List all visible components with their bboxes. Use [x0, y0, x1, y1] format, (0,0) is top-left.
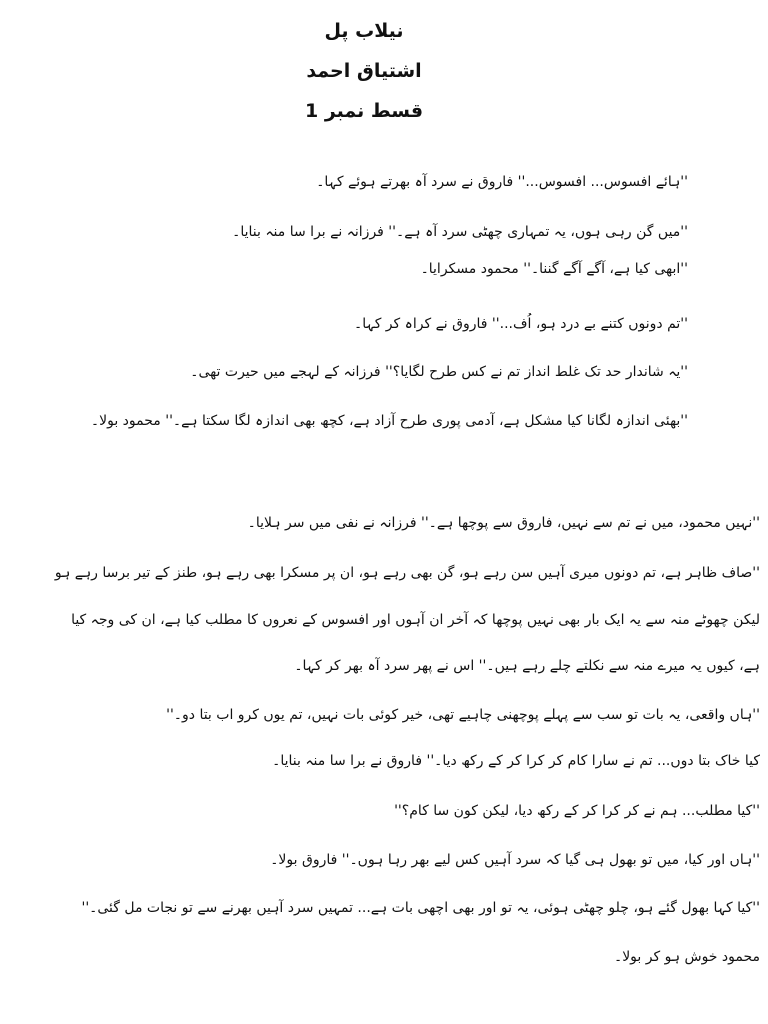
story-author: اشتیاق احمد — [306, 60, 422, 82]
paragraph-line: ''ہائے افسوس... افسوس...'' فاروق نے سرد آہ بھرتے ہوئے کہا۔ — [316, 174, 688, 190]
paragraph-line: لیکن چھوٹے منہ سے یہ ایک بار بھی نہیں پوچھا کہ آخر ان آہوں اور افسوس کے نعروں کا مطلب کیا ہے، ان کی وجہ کیا — [71, 612, 760, 628]
paragraph-line: ''بھئی اندازہ لگانا کیا مشکل ہے، آدمی پوری طرح آزاد ہے، کچھ بھی اندازہ لگا سکتا ہے۔'' محمود بولا۔ — [90, 413, 688, 429]
paragraph-line: ''ہاں اور کیا، میں تو بھول ہی گیا کہ سرد آہیں کس لیے بھر رہا ہوں۔'' فاروق بولا۔ — [270, 852, 760, 868]
paragraph-line: ''یہ شاندار حد تک غلط انداز تم نے کس طرح لگایا؟'' فرزانہ کے لہجے میں حیرت تھی۔ — [190, 364, 688, 380]
paragraph-line: ''ابھی کیا ہے، آگے آگے گننا۔'' محمود مسکرایا۔ — [420, 261, 688, 277]
story-title: نیلاب پل — [324, 20, 404, 42]
paragraph-line: ''میں گن رہی ہوں، یہ تمہاری چھٹی سرد آہ ہے۔'' فرزانہ نے برا سا منہ بنایا۔ — [232, 224, 688, 240]
episode-number: قسط نمبر 1 — [304, 100, 424, 122]
paragraph-line: ''ہاں واقعی، یہ بات تو سب سے پہلے پوچھنی چاہیے تھی، خیر کوئی بات نہیں، تم یوں کرو اب بتا دو۔'' — [166, 707, 760, 723]
paragraph-line: ''نہیں محمود، میں نے تم سے نہیں، فاروق سے پوچھا ہے۔'' فرزانہ نے نفی میں سر ہلایا۔ — [247, 515, 760, 531]
paragraph-line: محمود خوش ہو کر بولا۔ — [613, 949, 760, 965]
paragraph-line: ''کیا مطلب... ہم نے کر کرا کر کے رکھ دیا، لیکن کون سا کام؟'' — [394, 803, 760, 819]
paragraph-line: کیا خاک بتا دوں... تم نے سارا کام کر کرا کر کے رکھ دیا۔'' فاروق نے برا سا منہ بنایا۔ — [272, 753, 760, 769]
story-header — [0, 18, 768, 138]
paragraph-line: ''صاف ظاہر ہے، تم دونوں میری آہیں سن رہے ہو، گن بھی رہے ہو، ان پر مسکرا بھی رہے ہو، طنز کے تیر برسا رہے ہو — [54, 565, 760, 581]
paragraph-line: ''تم دونوں کتنے بے درد ہو، اُف...'' فاروق نے کراہ کر کہا۔ — [354, 316, 688, 332]
paragraph-line: ''کیا کہا بھول گئے ہو، چلو چھٹی ہوئی، یہ تو اور بھی اچھی بات ہے... تمہیں سرد آہیں بھرنے سے تو نجات مل گئی۔'' — [81, 900, 760, 916]
paragraph-line: ہے، کیوں یہ میرے منہ سے نکلتے چلے رہے ہیں۔'' اس نے پھر سرد آہ بھر کر کہا۔ — [294, 658, 760, 674]
